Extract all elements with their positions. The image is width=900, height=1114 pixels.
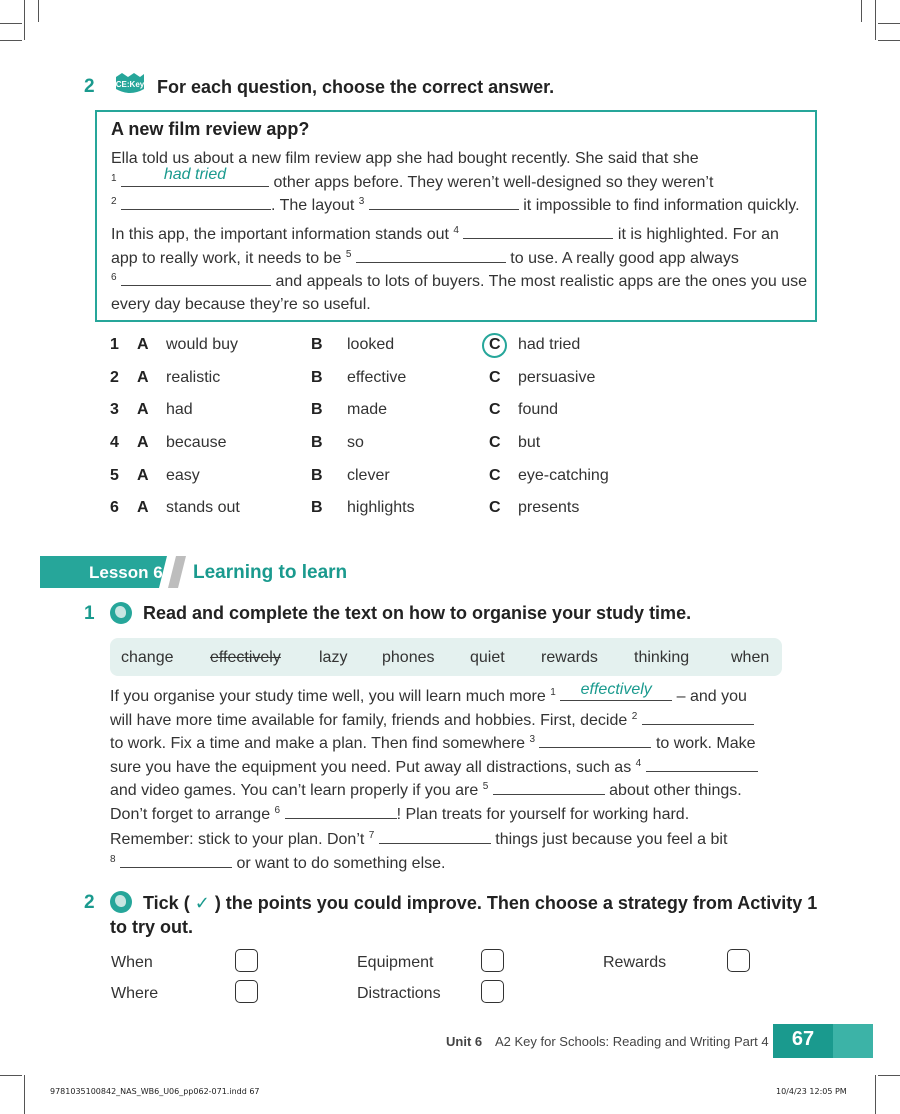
option-letter-b[interactable]: B <box>311 499 323 516</box>
option-row <box>0 434 900 458</box>
activity-number: 1 <box>84 603 95 624</box>
crop-mark <box>875 0 876 40</box>
paragraph-1 <box>111 148 811 218</box>
question-number: 2 <box>110 369 119 386</box>
checkbox-rewards[interactable] <box>727 949 750 972</box>
check-label-where: Where <box>111 985 159 1002</box>
activity-instruction: Read and complete the text on how to organise your study time. <box>143 603 692 623</box>
tick-icon: ✓ <box>194 893 210 913</box>
option-letter-c[interactable]: C <box>489 336 501 353</box>
badge-label: CE:Key <box>115 80 145 89</box>
text-line: $^2$ . The layout $^3$ it impossible to find information quickly. <box>111 196 800 214</box>
box-title: A new film review app? <box>111 119 310 139</box>
page-strip <box>833 1024 873 1058</box>
word-lazy: lazy <box>319 649 348 666</box>
option-row <box>0 336 900 360</box>
option-letter-b[interactable]: B <box>311 336 323 353</box>
word-rewards: rewards <box>541 649 598 666</box>
exercise-number: 2 <box>84 76 95 97</box>
option-letter-a[interactable]: A <box>137 369 149 386</box>
option-row <box>0 467 900 491</box>
text-line: $^8$ or want to do something else. <box>110 853 446 872</box>
gap-5[interactable] <box>493 779 605 795</box>
exercise-instruction: For each question, choose the correct answer. <box>157 77 555 97</box>
word-thinking: thinking <box>634 649 690 666</box>
gap-2[interactable] <box>642 709 754 725</box>
word-box <box>110 638 782 676</box>
option-c-text[interactable]: presents <box>518 499 580 516</box>
crop-mark <box>0 1075 22 1076</box>
gap-1[interactable] <box>121 166 269 187</box>
crop-mark <box>38 0 39 22</box>
globe-icon <box>110 891 132 913</box>
text-line: app to really work, it needs to be $^5$ to use. A really good app always <box>111 248 739 267</box>
option-letter-c[interactable]: C <box>489 434 501 451</box>
gap-6[interactable] <box>285 803 397 819</box>
question-number: 1 <box>110 336 119 353</box>
option-letter-a[interactable]: A <box>137 499 149 516</box>
page-number: 67 <box>773 1024 833 1058</box>
checkbox-distractions[interactable] <box>481 980 504 1003</box>
option-a-text[interactable]: stands out <box>166 499 240 516</box>
slug-right: 10/4/23 12:05 PM <box>776 1087 847 1096</box>
text-line: and video games. You can’t learn properly if you are $^5$ about other things. <box>110 781 742 799</box>
gap-8[interactable] <box>120 852 232 868</box>
activity-1-text-2 <box>110 828 810 875</box>
lesson-title: Learning to learn <box>193 562 348 583</box>
text-line: sure you have the equipment you need. Put away all distractions, such as $^4$ <box>110 756 810 780</box>
option-c-text[interactable]: but <box>518 434 541 451</box>
text-line: $^1$ had tried other apps before. They weren’t well-designed so they weren’t <box>111 166 714 191</box>
option-row <box>0 499 900 523</box>
question-number: 3 <box>110 401 119 418</box>
option-letter-b[interactable]: B <box>311 401 323 418</box>
crop-mark <box>0 23 22 24</box>
option-b-text[interactable]: highlights <box>347 499 415 516</box>
option-row <box>0 369 900 393</box>
text-line: Ella told us about a new film review app she had bought recently. She said that she <box>111 150 699 167</box>
crop-mark <box>861 0 862 22</box>
option-a-text[interactable]: easy <box>166 467 200 484</box>
text-line: If you organise your study time well, you will learn much more $^1$ effectively – and you <box>110 680 747 705</box>
text-line: In this app, the important information stands out $^4$ it is highlighted. For an <box>111 225 779 243</box>
option-letter-c[interactable]: C <box>489 467 501 484</box>
gap-6[interactable] <box>121 270 271 286</box>
gap-7[interactable] <box>379 828 491 844</box>
word-effectively: effectively <box>210 649 281 666</box>
text-line: $^6$ and appeals to lots of buyers. The most realistic apps are the ones you use <box>111 272 808 290</box>
gap-3[interactable] <box>369 194 519 210</box>
word-phones: phones <box>382 649 435 666</box>
text-line: every day because they’re so useful. <box>111 295 371 313</box>
crop-mark <box>24 1075 25 1114</box>
text-line: Don’t forget to arrange $^6$ ! Plan treats for yourself for working hard. <box>110 804 690 823</box>
check-label-when: When <box>111 954 153 971</box>
footer-text: A2 Key for Schools: Reading and Writing Part 4 <box>495 1034 769 1049</box>
option-letter-c[interactable]: C <box>489 369 501 386</box>
activity-instruction-cont: to try out. <box>110 917 193 937</box>
checkbox-where[interactable] <box>235 980 258 1003</box>
option-a-text[interactable]: had <box>166 401 193 418</box>
crop-mark <box>875 1075 876 1114</box>
checkbox-equipment[interactable] <box>481 949 504 972</box>
option-b-text[interactable]: so <box>347 434 364 451</box>
crop-mark <box>24 0 25 40</box>
option-letter-c[interactable]: C <box>489 401 501 418</box>
gap-4[interactable] <box>646 756 758 772</box>
gap-4[interactable] <box>463 223 613 239</box>
option-letter-a[interactable]: A <box>137 467 149 484</box>
crop-mark <box>878 23 900 24</box>
option-b-text[interactable]: looked <box>347 336 395 353</box>
gap-1[interactable] <box>560 680 672 701</box>
footer-unit: Unit 6 <box>446 1034 483 1049</box>
checkbox-when[interactable] <box>235 949 258 972</box>
word-when: when <box>731 649 770 666</box>
option-letter-a[interactable]: A <box>137 336 149 353</box>
option-c-text[interactable]: eye-catching <box>518 467 609 484</box>
gap-1-answer: had tried <box>163 166 227 183</box>
answer-circle <box>482 333 507 358</box>
option-letter-a[interactable]: A <box>137 434 149 451</box>
gap-1-answer: effectively <box>580 680 652 698</box>
option-c-text[interactable]: persuasive <box>518 369 596 386</box>
activity-number: 2 <box>84 892 95 913</box>
gap-3[interactable] <box>539 732 651 748</box>
option-letter-c[interactable]: C <box>489 499 501 516</box>
option-a-text[interactable]: because <box>166 434 227 451</box>
option-letter-b[interactable]: B <box>311 434 323 451</box>
option-letter-a[interactable]: A <box>137 401 149 418</box>
ce-key-badge-icon <box>112 73 148 95</box>
option-b-text[interactable]: clever <box>347 467 390 484</box>
lesson-label: Lesson 6 <box>89 563 163 582</box>
text-line: to work. Fix a time and make a plan. Then find somewhere $^3$ to work. Make <box>110 734 756 752</box>
text-line: Remember: stick to your plan. Don’t $^7$ things just because you feel a bit <box>110 830 728 848</box>
option-c-text[interactable]: had tried <box>518 336 581 353</box>
text-line: will have more time available for family, friends and hobbies. First, decide $^2$ <box>110 709 810 733</box>
slug-left: 9781035100842_NAS_WB6_U06_pp062-071.indd 67 <box>50 1087 260 1096</box>
question-number: 5 <box>110 467 119 484</box>
check-label-equipment: Equipment <box>357 954 434 971</box>
option-c-text[interactable]: found <box>518 401 559 418</box>
word-quiet: quiet <box>470 649 505 666</box>
option-b-text[interactable]: effective <box>347 369 407 386</box>
question-number: 6 <box>110 499 119 516</box>
gap-5[interactable] <box>356 247 506 263</box>
activity-instruction: Tick ( ✓ ) the points you could improve. Then choose a strategy from Activity 1 <box>143 893 818 913</box>
paragraph-2 <box>111 223 811 316</box>
word-change: change <box>121 649 174 666</box>
option-a-text[interactable]: would buy <box>166 336 239 353</box>
question-number: 4 <box>110 434 119 451</box>
option-letter-b[interactable]: B <box>311 369 323 386</box>
option-b-text[interactable]: made <box>347 401 388 418</box>
crop-mark <box>0 40 22 41</box>
check-label-rewards: Rewards <box>603 954 667 971</box>
option-row <box>0 401 900 425</box>
crop-mark <box>878 1075 900 1076</box>
option-letter-b[interactable]: B <box>311 467 323 484</box>
crop-mark <box>878 40 900 41</box>
gap-2[interactable] <box>121 194 271 210</box>
activity-1-text <box>110 680 810 826</box>
check-label-distractions: Distractions <box>357 985 441 1002</box>
option-a-text[interactable]: realistic <box>166 369 221 386</box>
globe-icon <box>110 602 132 624</box>
